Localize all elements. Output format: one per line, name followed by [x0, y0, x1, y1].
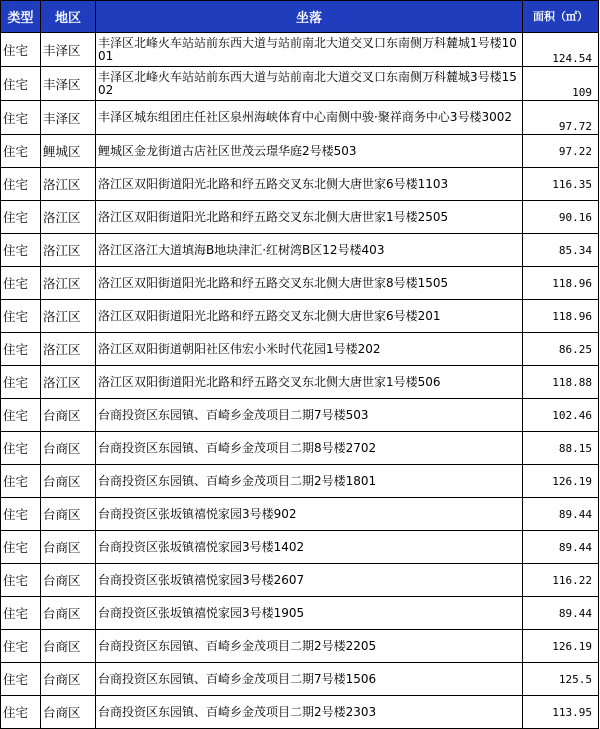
table-row: [1, 333, 599, 366]
table-row: [1, 234, 599, 267]
cell-region: 台商区: [41, 696, 96, 729]
cell-area: 118.88: [523, 366, 599, 399]
cell-address: 台商投资区张坂镇禧悦家园3号楼1402: [96, 531, 523, 564]
cell-region: 洛江区: [41, 333, 96, 366]
table-row: [1, 300, 599, 333]
cell-area: 86.25: [523, 333, 599, 366]
cell-type: 住宅: [1, 498, 41, 531]
cell-region: 台商区: [41, 432, 96, 465]
cell-address: 洛江区洛江大道填海B地块津汇·红树湾B区12号楼403: [96, 234, 523, 267]
cell-area: 89.44: [523, 498, 599, 531]
cell-type: 住宅: [1, 399, 41, 432]
cell-type: 住宅: [1, 663, 41, 696]
cell-region: 台商区: [41, 498, 96, 531]
table-row: [1, 531, 599, 564]
cell-region: 洛江区: [41, 234, 96, 267]
cell-type: 住宅: [1, 366, 41, 399]
table-row: [1, 267, 599, 300]
cell-address: 台商投资区张坂镇禧悦家园3号楼2607: [96, 564, 523, 597]
cell-area: 89.44: [523, 531, 599, 564]
cell-address: 鲤城区金龙街道古店社区世茂云璟华庭2号楼503: [96, 135, 523, 168]
table-row: [1, 67, 599, 101]
table-row: [1, 168, 599, 201]
table-row: [1, 135, 599, 168]
table-header: [1, 1, 599, 33]
cell-type: 住宅: [1, 333, 41, 366]
cell-address: 洛江区双阳街道朝阳社区伟宏小米时代花园1号楼202: [96, 333, 523, 366]
header-area: 面积（㎡）: [523, 1, 599, 33]
cell-region: 洛江区: [41, 300, 96, 333]
cell-address: 丰泽区北峰火车站站前东西大道与站前南北大道交叉口东南侧万科麓城3号楼1502: [96, 67, 523, 101]
cell-address: 丰泽区城东组团庄任社区泉州海峡体育中心南侧中骏·聚祥商务中心3号楼3002: [96, 101, 523, 135]
cell-area: 109: [523, 67, 599, 101]
cell-type: 住宅: [1, 168, 41, 201]
table-row: [1, 33, 599, 67]
table-row: [1, 101, 599, 135]
table-row: [1, 597, 599, 630]
cell-type: 住宅: [1, 67, 41, 101]
cell-type: 住宅: [1, 135, 41, 168]
cell-area: 116.35: [523, 168, 599, 201]
cell-region: 鲤城区: [41, 135, 96, 168]
cell-type: 住宅: [1, 465, 41, 498]
cell-address: 台商投资区东园镇、百崎乡金茂项目二期2号楼1801: [96, 465, 523, 498]
cell-address: 洛江区双阳街道阳光北路和纾五路交叉东北侧大唐世家1号楼506: [96, 366, 523, 399]
table-row: [1, 399, 599, 432]
cell-address: 台商投资区东园镇、百崎乡金茂项目二期8号楼2702: [96, 432, 523, 465]
table-row: [1, 564, 599, 597]
header-type: 类型: [1, 1, 41, 33]
cell-area: 125.5: [523, 663, 599, 696]
cell-address: 台商投资区张坂镇禧悦家园3号楼1905: [96, 597, 523, 630]
cell-address: 洛江区双阳街道阳光北路和纾五路交叉东北侧大唐世家6号楼201: [96, 300, 523, 333]
cell-address: 台商投资区东园镇、百崎乡金茂项目二期7号楼1506: [96, 663, 523, 696]
cell-type: 住宅: [1, 630, 41, 663]
cell-type: 住宅: [1, 201, 41, 234]
table-body: [1, 33, 599, 729]
header-address: 坐落: [96, 1, 523, 33]
cell-address: 洛江区双阳街道阳光北路和纾五路交叉东北侧大唐世家6号楼1103: [96, 168, 523, 201]
cell-area: 97.22: [523, 135, 599, 168]
cell-region: 台商区: [41, 597, 96, 630]
cell-type: 住宅: [1, 597, 41, 630]
cell-region: 丰泽区: [41, 33, 96, 67]
table-row: [1, 498, 599, 531]
cell-area: 113.95: [523, 696, 599, 729]
cell-type: 住宅: [1, 267, 41, 300]
cell-address: 洛江区双阳街道阳光北路和纾五路交叉东北侧大唐世家1号楼2505: [96, 201, 523, 234]
cell-address: 洛江区双阳街道阳光北路和纾五路交叉东北侧大唐世家8号楼1505: [96, 267, 523, 300]
cell-region: 台商区: [41, 630, 96, 663]
cell-type: 住宅: [1, 432, 41, 465]
cell-area: 126.19: [523, 630, 599, 663]
table-row: [1, 663, 599, 696]
cell-area: 118.96: [523, 300, 599, 333]
cell-area: 89.44: [523, 597, 599, 630]
cell-type: 住宅: [1, 300, 41, 333]
cell-region: 洛江区: [41, 168, 96, 201]
cell-region: 丰泽区: [41, 67, 96, 101]
cell-area: 97.72: [523, 101, 599, 135]
cell-address: 台商投资区张坂镇禧悦家园3号楼902: [96, 498, 523, 531]
cell-region: 台商区: [41, 564, 96, 597]
cell-type: 住宅: [1, 531, 41, 564]
header-region: 地区: [41, 1, 96, 33]
cell-address: 台商投资区东园镇、百崎乡金茂项目二期2号楼2205: [96, 630, 523, 663]
cell-region: 洛江区: [41, 201, 96, 234]
cell-area: 124.54: [523, 33, 599, 67]
table-row: [1, 366, 599, 399]
cell-area: 90.16: [523, 201, 599, 234]
table-row: [1, 465, 599, 498]
table-row: [1, 201, 599, 234]
header-row: [1, 1, 599, 33]
cell-area: 126.19: [523, 465, 599, 498]
cell-area: 116.22: [523, 564, 599, 597]
cell-area: 85.34: [523, 234, 599, 267]
cell-type: 住宅: [1, 101, 41, 135]
cell-area: 88.15: [523, 432, 599, 465]
cell-type: 住宅: [1, 33, 41, 67]
table-row: [1, 630, 599, 663]
cell-type: 住宅: [1, 234, 41, 267]
cell-address: 台商投资区东园镇、百崎乡金茂项目二期2号楼2303: [96, 696, 523, 729]
cell-region: 台商区: [41, 465, 96, 498]
cell-type: 住宅: [1, 696, 41, 729]
cell-region: 台商区: [41, 399, 96, 432]
cell-area: 118.96: [523, 267, 599, 300]
cell-type: 住宅: [1, 564, 41, 597]
cell-address: 丰泽区北峰火车站站前东西大道与站前南北大道交叉口东南侧万科麓城1号楼1001: [96, 33, 523, 67]
table-row: [1, 696, 599, 729]
cell-region: 台商区: [41, 663, 96, 696]
cell-region: 洛江区: [41, 267, 96, 300]
cell-address: 台商投资区东园镇、百崎乡金茂项目二期7号楼503: [96, 399, 523, 432]
table-row: [1, 432, 599, 465]
cell-region: 洛江区: [41, 366, 96, 399]
cell-area: 102.46: [523, 399, 599, 432]
cell-region: 丰泽区: [41, 101, 96, 135]
cell-region: 台商区: [41, 531, 96, 564]
